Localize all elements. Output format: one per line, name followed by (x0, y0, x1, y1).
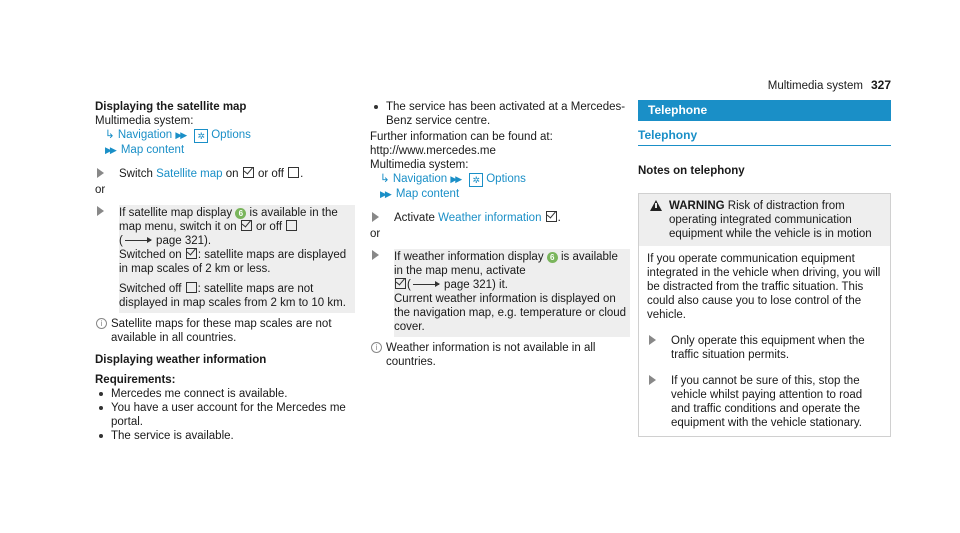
step-text: is available in the map menu, activate (394, 251, 618, 277)
weather-heading: Displaying weather information (95, 354, 267, 366)
chevron-icon: ▶▶ (380, 189, 390, 199)
nav-return-icon: ↳ (105, 129, 115, 141)
warning-label: WARNING (669, 200, 725, 212)
bullet-icon (99, 434, 103, 438)
chevron-icon: ▶▶ (175, 130, 186, 140)
number-badge: 6 (235, 208, 246, 219)
step-text: Only operate this equipment when the traffic situation permits. (671, 335, 865, 361)
step-arrow-icon (372, 212, 379, 222)
list-item-text: The service has been activated at a Mercedes-Benz service centre. (386, 101, 626, 127)
step-satellite-display (95, 205, 355, 313)
gear-icon: ✲ (469, 173, 483, 187)
warning-exclamation (655, 203, 657, 208)
page-reference-link[interactable]: page 321). (156, 235, 212, 247)
shaded-block (394, 249, 630, 337)
warning-body (639, 246, 890, 436)
telephone-section-bar: Telephone (638, 100, 891, 121)
nav-options[interactable]: Options (486, 173, 526, 185)
warning-box (638, 193, 891, 437)
step-arrow-icon (649, 335, 656, 345)
bullet-icon (99, 392, 103, 396)
step-text: Switch (119, 168, 153, 180)
step-arrow-icon (649, 375, 656, 385)
further-info: Further information can be found at: http://www.mercedes.me (370, 131, 553, 157)
step-text: is available in the map menu, switch it on (119, 207, 338, 233)
step-text: or off (256, 221, 283, 233)
warning-header (639, 194, 890, 246)
running-header (768, 78, 891, 93)
section-title: Multimedia system (767, 80, 863, 92)
info-text: Satellite maps for these map scales are not available in all countries. (111, 318, 332, 344)
checkbox-checked-icon (546, 211, 557, 222)
chevron-icon: ▶▶ (450, 174, 461, 184)
step-text: If you cannot be sure of this, stop the vehicle whilst paying attention to road and traffic conditions and operate the equipment with the vehicle stationary. (671, 375, 863, 429)
checkbox-empty-icon (286, 220, 297, 231)
nav-return-icon: ↳ (380, 173, 390, 185)
weather-information-link[interactable]: Weather information (438, 212, 542, 224)
satellite-map-link[interactable]: Satellite map (156, 168, 223, 180)
list-item-text: The service is available. (111, 430, 234, 442)
or-text: or (95, 184, 106, 196)
page-ref-arrow-icon (413, 284, 439, 285)
step-text: . (300, 168, 304, 180)
or-text: or (370, 228, 381, 240)
info-text: Weather information is not available in all countries. (386, 342, 596, 368)
step-text: Current weather information is displayed on the navigation map, e.g. temperature or cloud cover. (394, 293, 627, 333)
gear-icon: ✲ (194, 129, 208, 143)
bullet-icon (99, 406, 103, 410)
nav-path (95, 128, 355, 143)
list-item-text: You have a user account for the Mercedes me portal. (111, 402, 346, 428)
list-item-text: Mercedes me connect is available. (111, 388, 288, 400)
multimedia-label: Multimedia system: (95, 115, 194, 127)
step-text: If satellite map display (119, 207, 233, 219)
page-ref-arrow-icon (125, 240, 151, 241)
step-only-operate (647, 334, 882, 362)
column-satellite-map (95, 100, 355, 443)
step-stop-vehicle (647, 374, 882, 430)
step-text: : satellite maps are not displayed in map scales from 2 km to 10 km. (119, 283, 346, 309)
step-text: or off (257, 168, 284, 180)
step-arrow-icon (97, 206, 104, 216)
info-note (370, 341, 630, 369)
nav-navigation[interactable]: Navigation (117, 129, 173, 141)
step-text: Switched on (119, 249, 182, 261)
nav-path (370, 172, 630, 187)
number-badge: 6 (547, 252, 558, 263)
checkbox-empty-icon (186, 282, 197, 293)
nav-path-2 (95, 143, 355, 157)
list-item (95, 401, 355, 429)
checkbox-checked-icon (186, 248, 197, 259)
checkbox-checked-icon (243, 167, 254, 178)
list-item (95, 429, 355, 443)
page-number: 327 (870, 78, 891, 92)
warning-paragraph: If you operate communication equipment integrated in the vehicle when driving, you will be distracted from the traffic situation. This could also cause you to lose control of the vehicle. (647, 253, 881, 321)
step-text: Activate (394, 212, 435, 224)
shaded-block (119, 205, 355, 313)
nav-navigation[interactable]: Navigation (392, 173, 448, 185)
step-text: Switched off (119, 283, 182, 295)
step-text: If weather information display (394, 251, 544, 263)
list-item (95, 387, 355, 401)
checkbox-empty-icon (288, 167, 299, 178)
telephony-subheading: Telephony (638, 121, 891, 146)
nav-map-content[interactable]: Map content (395, 188, 460, 200)
step-text: on (225, 168, 239, 180)
info-note (95, 317, 355, 345)
step-switch-satellite (95, 167, 355, 181)
nav-options[interactable]: Options (211, 129, 251, 141)
column-weather (370, 100, 630, 369)
step-activate-weather (370, 211, 630, 225)
step-arrow-icon (372, 250, 379, 260)
column-telephone (638, 100, 891, 437)
multimedia-label: Multimedia system: (370, 159, 469, 171)
nav-path-2 (370, 187, 630, 201)
requirements-label: Requirements: (95, 374, 176, 386)
warning-text: Risk of distraction from operating integrated communication equipment while the vehicle is in motion (669, 200, 872, 240)
nav-map-content[interactable]: Map content (120, 144, 185, 156)
info-icon: i (371, 342, 382, 353)
chevron-icon: ▶▶ (105, 145, 115, 155)
step-text: ( (119, 235, 123, 247)
checkbox-checked-icon (395, 278, 406, 289)
step-text: : satellite maps are displayed in map scales of 2 km or less. (119, 249, 347, 275)
step-arrow-icon (97, 168, 104, 178)
list-item (370, 100, 630, 128)
page-reference-link[interactable]: page 321) it. (444, 279, 508, 291)
step-text: ( (407, 279, 411, 291)
info-icon: i (96, 318, 107, 329)
bullet-icon (374, 105, 378, 109)
step-weather-display (370, 249, 630, 337)
checkbox-checked-icon (241, 220, 252, 231)
notes-heading: Notes on telephony (638, 165, 745, 177)
step-text: . (557, 212, 561, 224)
satellite-heading: Displaying the satellite map (95, 101, 247, 113)
